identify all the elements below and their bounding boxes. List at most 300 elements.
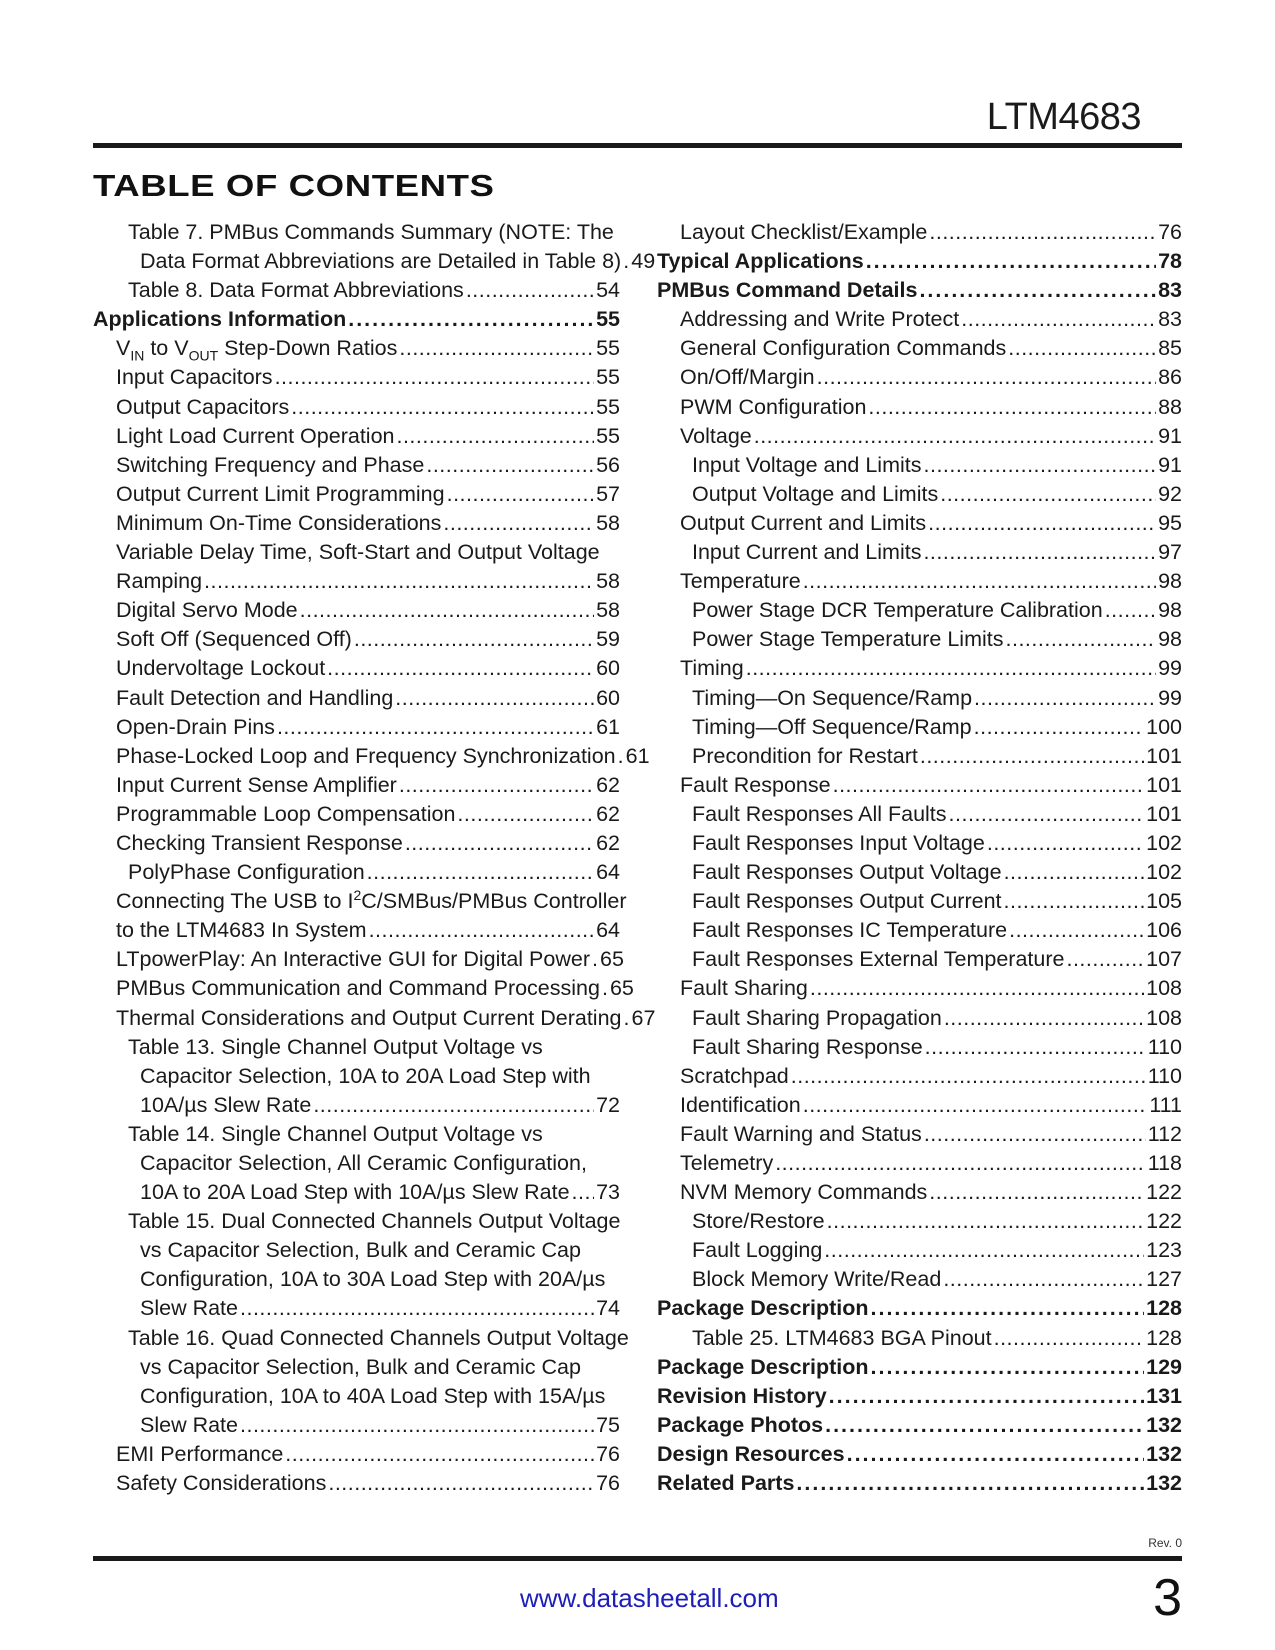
toc-entry-page: 100 <box>1146 714 1182 739</box>
toc-entry-title: Input Capacitors <box>116 365 273 390</box>
toc-entry[interactable] <box>657 596 1182 625</box>
toc-entry[interactable] <box>657 1265 1182 1294</box>
toc-entry[interactable] <box>93 1004 656 1033</box>
toc-entry-title: Output Voltage and Limits <box>692 481 939 506</box>
toc-entry-title: Slew Rate <box>140 1296 238 1321</box>
toc-leader-dots <box>974 684 1156 713</box>
toc-entry[interactable] <box>657 1149 1182 1178</box>
toc-leader-dots <box>1004 858 1145 887</box>
toc-entry-page: 85 <box>1158 336 1182 361</box>
toc-entry[interactable] <box>657 684 1182 713</box>
toc-entry-title: NVM Memory Commands <box>680 1180 928 1205</box>
toc-entry[interactable] <box>93 1062 620 1091</box>
toc-entry-title: Applications Information <box>93 307 347 332</box>
toc-entry[interactable] <box>93 1033 620 1062</box>
toc-entry[interactable] <box>657 887 1182 916</box>
toc-entry-page: 122 <box>1146 1180 1182 1205</box>
toc-leader-dots <box>277 713 594 742</box>
toc-entry-title: EMI Performance <box>116 1441 284 1466</box>
toc-entry-title: Digital Servo Mode <box>116 598 298 623</box>
toc-leader-dots <box>354 625 594 654</box>
toc-entry-title: Switching Frequency and Phase <box>116 452 425 477</box>
toc-entry-title: Fault Response <box>680 772 831 797</box>
toc-entry-title: Package Description <box>657 1354 869 1379</box>
toc-entry[interactable] <box>657 334 1182 363</box>
toc-leader-dots <box>924 451 1157 480</box>
toc-entry-title: Input Current and Limits <box>692 540 922 565</box>
toc-entry-page: 49 <box>631 249 656 274</box>
toc-entry-title: Precondition for Restart <box>692 743 918 768</box>
toc-leader-dots <box>919 276 1156 305</box>
toc-leader-dots <box>775 1149 1146 1178</box>
toc-entry[interactable] <box>93 1294 620 1323</box>
toc-leader-dots <box>457 800 594 829</box>
toc-column-right <box>657 218 1182 1498</box>
toc-entry[interactable] <box>93 625 620 654</box>
toc-entry[interactable] <box>93 829 620 858</box>
toc-entry-page: 132 <box>1146 1441 1182 1466</box>
toc-entry[interactable] <box>657 713 1182 742</box>
toc-entry-title: Undervoltage Lockout <box>116 656 326 681</box>
toc-entry-title: Voltage <box>680 423 752 448</box>
toc-entry[interactable] <box>93 1411 620 1440</box>
toc-leader-dots <box>443 509 594 538</box>
toc-entry-page: 127 <box>1146 1267 1182 1292</box>
toc-entry-title: Table 14. Single Channel Output Voltage vs <box>128 1121 543 1146</box>
toc-entry-page: 101 <box>1146 772 1182 797</box>
toc-leader-dots <box>572 1178 595 1207</box>
toc-entry-title: Data Format Abbreviations are Detailed in Table 8) <box>140 249 622 274</box>
toc-entry-title: Scratchpad <box>680 1063 789 1088</box>
toc-entry[interactable] <box>93 1440 620 1469</box>
toc-entry[interactable] <box>93 974 634 1003</box>
toc-entry-title: General Configuration Commands <box>680 336 1007 361</box>
toc-entry-page: 78 <box>1158 249 1182 274</box>
toc-entry[interactable] <box>93 596 620 625</box>
toc-entry-page: 92 <box>1158 481 1182 506</box>
toc-entry-page: 102 <box>1146 860 1182 885</box>
toc-entry[interactable] <box>657 858 1182 887</box>
toc-entry-title: Configuration, 10A to 30A Load Step with 20A/µs <box>140 1267 606 1292</box>
toc-leader-dots <box>1066 945 1144 974</box>
toc-entry-page: 99 <box>1158 685 1182 710</box>
toc-entry-title: Layout Checklist/Example <box>680 220 928 244</box>
footer-rule <box>93 1556 1182 1561</box>
toc-entry-page: 88 <box>1158 394 1182 419</box>
toc-entry-page: 98 <box>1158 627 1182 652</box>
toc-entry[interactable] <box>93 334 620 363</box>
toc-leader-dots <box>395 684 594 713</box>
toc-entry-page: 112 <box>1147 1121 1182 1146</box>
toc-entry[interactable] <box>657 1062 1182 1091</box>
toc-entry-title: 10A to 20A Load Step with 10A/µs Slew Rate <box>140 1180 570 1205</box>
toc-leader-dots <box>754 422 1156 451</box>
toc-entry[interactable] <box>657 1091 1182 1120</box>
toc-entry-page: 132 <box>1146 1412 1182 1437</box>
toc-entry-title: Output Capacitors <box>116 394 290 419</box>
toc-entry[interactable] <box>657 829 1182 858</box>
toc-entry[interactable] <box>657 742 1182 771</box>
toc-entry-title: to the LTM4683 In System <box>116 918 367 943</box>
toc-entry-title: Fault Responses External Temperature <box>692 947 1065 972</box>
toc-entry[interactable] <box>657 276 1182 305</box>
toc-leader-dots <box>275 363 595 392</box>
toc-leader-dots <box>825 1411 1144 1440</box>
toc-entry[interactable] <box>93 771 620 800</box>
toc-entry[interactable] <box>657 1236 1182 1265</box>
toc-entry[interactable] <box>657 363 1182 392</box>
toc-leader-dots <box>871 1353 1145 1382</box>
toc-leader-dots <box>829 1382 1144 1411</box>
toc-leader-dots <box>817 363 1156 392</box>
toc-entry-title: Telemetry <box>680 1151 774 1175</box>
toc-entry-title: Input Current Sense Amplifier <box>116 772 397 797</box>
toc-entry-title: Fault Sharing Response <box>692 1034 923 1059</box>
toc-leader-dots <box>949 800 1145 829</box>
toc-entry[interactable] <box>93 742 650 771</box>
toc-entry-title: Temperature <box>680 569 801 594</box>
toc-entry[interactable] <box>93 1236 620 1265</box>
toc-entry-page: 65 <box>600 947 624 972</box>
toc-entry-title: Fault Sharing <box>680 976 808 1001</box>
toc-entry[interactable] <box>657 480 1182 509</box>
toc-entry-title: Output Current and Limits <box>680 510 927 535</box>
toc-entry-title: Fault Sharing Propagation <box>692 1005 942 1030</box>
toc-entry[interactable] <box>93 945 624 974</box>
toc-entry-page: 101 <box>1146 801 1182 826</box>
toc-entry-title: Timing—Off Sequence/Ramp <box>692 714 972 739</box>
toc-entry-page: 58 <box>596 510 620 535</box>
toc-entry-title: PMBus Command Details <box>657 278 918 303</box>
toc-entry-page: 128 <box>1146 1296 1182 1321</box>
toc-entry-title: Safety Considerations <box>116 1471 327 1496</box>
toc-entry-page: 55 <box>596 307 620 332</box>
toc-leader-dots <box>803 567 1156 596</box>
toc-entry-title: Checking Transient Response <box>116 830 403 855</box>
toc-entry-page: 58 <box>596 569 620 594</box>
toc-entry[interactable] <box>657 1294 1182 1323</box>
toc-entry-title: Fault Responses Input Voltage <box>692 830 985 855</box>
toc-entry-page: 110 <box>1147 1034 1182 1059</box>
toc-entry-page: 62 <box>596 801 620 826</box>
toc-entry-title: vs Capacitor Selection, Bulk and Ceramic Cap <box>140 1354 581 1379</box>
toc-entry-title: Power Stage Temperature Limits <box>692 627 1004 652</box>
toc-entry-title: 10A/µs Slew Rate <box>140 1092 312 1117</box>
toc-entry-title: Minimum On-Time Considerations <box>116 510 442 535</box>
toc-entry[interactable] <box>657 1411 1182 1440</box>
toc-entry-title: Fault Detection and Handling <box>116 685 394 710</box>
toc-entry-title: Table 13. Single Channel Output Voltage vs <box>128 1034 543 1059</box>
toc-leader-dots <box>929 218 1156 247</box>
toc-entry[interactable] <box>657 567 1182 596</box>
toc-entry[interactable] <box>93 858 620 887</box>
toc-entry[interactable] <box>657 1033 1182 1062</box>
toc-entry-title: Variable Delay Time, Soft-Start and Output Voltage <box>116 540 600 565</box>
toc-leader-dots <box>327 654 594 683</box>
toc-entry-title: On/Off/Margin <box>680 365 815 390</box>
toc-entry-page: 123 <box>1146 1238 1182 1263</box>
toc-entry-page: 76 <box>1158 220 1182 244</box>
toc-entry-page: 118 <box>1147 1151 1182 1175</box>
toc-leader-dots <box>624 1004 630 1033</box>
toc-entry-title: Package Photos <box>657 1412 824 1437</box>
toc-entry[interactable] <box>657 218 1182 247</box>
toc-entry[interactable] <box>657 1178 1182 1207</box>
toc-entry-title: LTpowerPlay: An Interactive GUI for Digital Power <box>116 947 590 972</box>
toc-entry-title: Timing—On Sequence/Ramp <box>692 685 973 710</box>
toc-entry-title: Ramping <box>116 569 203 594</box>
toc-entry[interactable] <box>93 916 620 945</box>
toc-entry[interactable] <box>657 945 1182 974</box>
toc-entry-title: vs Capacitor Selection, Bulk and Ceramic Cap <box>140 1238 581 1263</box>
toc-entry[interactable] <box>93 684 620 713</box>
toc-entry[interactable] <box>93 305 620 334</box>
toc-leader-dots <box>618 742 624 771</box>
toc-entry-title: Store/Restore <box>692 1209 825 1234</box>
toc-entry[interactable] <box>657 1004 1182 1033</box>
toc-leader-dots <box>920 742 1144 771</box>
toc-leader-dots <box>961 305 1156 334</box>
toc-leader-dots <box>369 916 595 945</box>
toc-entry-title: Package Description <box>657 1296 869 1321</box>
toc-entry[interactable] <box>657 305 1182 334</box>
toc-leader-dots <box>426 451 594 480</box>
page-number: 3 <box>1153 1569 1182 1627</box>
toc-leader-dots <box>824 1236 1144 1265</box>
toc-leader-dots <box>929 1178 1144 1207</box>
toc-entry-title: Timing <box>680 656 744 681</box>
toc-leader-dots <box>944 1004 1144 1033</box>
toc-entry[interactable] <box>93 218 620 247</box>
toc-leader-dots <box>1006 625 1157 654</box>
toc-entry[interactable] <box>657 509 1182 538</box>
toc-entry[interactable] <box>93 1120 620 1149</box>
toc-entry[interactable] <box>93 422 620 451</box>
toc-entry-title: Table 15. Dual Connected Channels Output Voltage <box>128 1209 621 1234</box>
toc-entry[interactable] <box>93 713 620 742</box>
toc-entry[interactable] <box>93 1149 620 1178</box>
toc-leader-dots <box>833 771 1145 800</box>
toc-entry-title: Phase-Locked Loop and Frequency Synchronization <box>116 743 616 768</box>
toc-leader-dots <box>803 1091 1148 1120</box>
toc-entry-page: 91 <box>1158 452 1182 477</box>
toc-entry-page: 76 <box>596 1441 620 1466</box>
toc-entry-page: 91 <box>1158 423 1182 448</box>
toc-entry-title: Open-Drain Pins <box>116 714 275 739</box>
toc-entry-title: Input Voltage and Limits <box>692 452 922 477</box>
toc-entry-page: 101 <box>1146 743 1182 768</box>
toc-entry-page: 72 <box>596 1092 620 1117</box>
toc-entry-page: 61 <box>596 714 620 739</box>
header-rule <box>93 143 1182 148</box>
toc-entry[interactable] <box>93 451 620 480</box>
toc-entry[interactable] <box>93 276 620 305</box>
toc-leader-dots <box>1009 916 1144 945</box>
toc-leader-dots <box>204 567 594 596</box>
toc-entry-page: 73 <box>596 1180 620 1205</box>
toc-entry[interactable] <box>93 887 627 916</box>
toc-entry[interactable] <box>93 654 620 683</box>
toc-entry-title: Slew Rate <box>140 1412 238 1437</box>
toc-entry[interactable] <box>657 538 1182 567</box>
toc-leader-dots <box>602 974 608 1003</box>
toc-entry-page: 57 <box>596 481 620 506</box>
toc-entry-page: 110 <box>1147 1063 1182 1088</box>
toc-leader-dots <box>396 422 594 451</box>
toc-entry-title: Capacitor Selection, 10A to 20A Load Step with <box>140 1063 591 1088</box>
toc-entry[interactable] <box>657 1120 1182 1149</box>
toc-entry[interactable] <box>657 800 1182 829</box>
toc-entry-page: 86 <box>1158 365 1182 390</box>
toc-entry-title: Thermal Considerations and Output Current Derating <box>116 1005 622 1030</box>
toc-entry-page: 76 <box>596 1471 620 1496</box>
toc-entry-page: 75 <box>596 1412 620 1437</box>
toc-entry-title: Table 7. PMBus Commands Summary (NOTE: The <box>128 220 614 244</box>
toc-entry[interactable] <box>93 1265 620 1294</box>
toc-entry-page: 55 <box>596 423 620 448</box>
toc-entry[interactable] <box>657 451 1182 480</box>
toc-entry-page: 98 <box>1158 598 1182 623</box>
toc-entry-title: Configuration, 10A to 40A Load Step with 15A/µs <box>140 1383 606 1408</box>
toc-entry-page: 64 <box>596 918 620 943</box>
toc-leader-dots <box>399 771 594 800</box>
toc-entry-page: 132 <box>1146 1471 1182 1496</box>
toc-entry[interactable] <box>657 625 1182 654</box>
toc-entry[interactable] <box>93 1382 620 1411</box>
toc-entry[interactable] <box>657 1382 1182 1411</box>
toc-entry[interactable] <box>657 654 1182 683</box>
toc-entry[interactable] <box>657 916 1182 945</box>
toc-leader-dots <box>348 305 594 334</box>
toc-entry-title: Table 25. LTM4683 BGA Pinout <box>692 1325 992 1350</box>
toc-leader-dots <box>810 974 1144 1003</box>
toc-leader-dots <box>313 1091 594 1120</box>
toc-entry[interactable] <box>93 538 620 567</box>
toc-entry-title: Typical Applications <box>657 249 864 274</box>
toc-entry-page: 108 <box>1146 976 1182 1001</box>
toc-entry-title: Programmable Loop Compensation <box>116 801 456 826</box>
toc-leader-dots <box>1004 887 1145 916</box>
toc-entry-title: Light Load Current Operation <box>116 423 395 448</box>
toc-entry-title: Fault Responses Output Voltage <box>692 860 1002 885</box>
toc-entry[interactable] <box>657 1440 1182 1469</box>
toc-entry-title: PolyPhase Configuration <box>128 860 365 885</box>
toc-entry-page: 60 <box>596 685 620 710</box>
footer-link[interactable]: www.datasheetall.com <box>520 1583 779 1613</box>
toc-entry-title: Identification <box>680 1092 801 1117</box>
toc-entry-title: Table 8. Data Format Abbreviations <box>128 278 464 303</box>
toc-leader-dots <box>868 393 1156 422</box>
toc-entry-page: 58 <box>596 598 620 623</box>
toc-entry[interactable] <box>657 1353 1182 1382</box>
toc-entry[interactable] <box>657 771 1182 800</box>
toc-entry-title: Fault Responses Output Current <box>692 889 1002 914</box>
toc-leader-dots <box>592 945 598 974</box>
toc-entry-title: PWM Configuration <box>680 394 867 419</box>
toc-entry-title: Revision History <box>657 1383 827 1408</box>
toc-entry-title: Addressing and Write Protect <box>680 307 960 332</box>
toc-entry[interactable] <box>657 1207 1182 1236</box>
toc-entry[interactable] <box>657 393 1182 422</box>
toc-leader-dots <box>923 538 1156 567</box>
toc-entry-page: 74 <box>596 1296 620 1321</box>
toc-entry-page: 95 <box>1158 510 1182 535</box>
toc-entry-page: 55 <box>596 365 620 390</box>
toc-entry-page: 55 <box>596 394 620 419</box>
toc-entry[interactable] <box>657 1324 1182 1353</box>
toc-entry-page: 62 <box>596 772 620 797</box>
toc-leader-dots <box>746 654 1156 683</box>
toc-leader-dots <box>827 1207 1144 1236</box>
toc-leader-dots <box>924 1120 1146 1149</box>
toc-entry[interactable] <box>93 1207 620 1236</box>
toc-entry-title: Table 16. Quad Connected Channels Output Voltage <box>128 1325 629 1350</box>
toc-entry-title: Design Resources <box>657 1441 845 1466</box>
toc-entry-title: Block Memory Write/Read <box>692 1267 942 1292</box>
toc-leader-dots <box>928 509 1156 538</box>
toc-leader-dots <box>943 1265 1144 1294</box>
toc-entry[interactable] <box>657 422 1182 451</box>
toc-entry-page: 129 <box>1146 1354 1182 1379</box>
toc-entry-page: 111 <box>1149 1092 1182 1117</box>
toc-entry[interactable] <box>657 974 1182 1003</box>
toc-leader-dots <box>447 480 594 509</box>
toc-entry-page: 60 <box>596 656 620 681</box>
toc-entry[interactable] <box>93 1353 620 1382</box>
toc-leader-dots <box>871 1294 1145 1323</box>
toc-entry[interactable] <box>93 247 656 276</box>
toc-entry-page: 59 <box>596 627 620 652</box>
toc-entry-page: 108 <box>1146 1005 1182 1030</box>
toc-entry-page: 102 <box>1146 830 1182 855</box>
toc-entry-title: Fault Warning and Status <box>680 1121 922 1146</box>
toc-entry-page: 54 <box>596 278 620 303</box>
toc-entry-title: Fault Responses IC Temperature <box>692 918 1008 943</box>
toc-entry[interactable] <box>657 247 1182 276</box>
toc-leader-dots <box>791 1062 1146 1091</box>
toc-entry-page: 99 <box>1158 656 1182 681</box>
toc-leader-dots <box>994 1324 1145 1353</box>
toc-entry[interactable] <box>93 1091 620 1120</box>
toc-entry-title: Power Stage DCR Temperature Calibration <box>692 598 1103 623</box>
toc-leader-dots <box>940 480 1156 509</box>
toc-entry[interactable] <box>93 393 620 422</box>
toc-entry[interactable] <box>93 567 620 596</box>
toc-entry-page: 55 <box>596 336 620 361</box>
toc-entry[interactable] <box>93 1324 629 1353</box>
toc-entry-title: Soft Off (Sequenced Off) <box>116 627 352 652</box>
toc-entry[interactable] <box>93 363 620 392</box>
toc-entry-page: 131 <box>1146 1383 1182 1408</box>
toc-leader-dots <box>466 276 594 305</box>
toc-leader-dots <box>399 334 594 363</box>
toc-entry-page: 64 <box>596 860 620 885</box>
toc-entry[interactable] <box>657 1469 1182 1498</box>
toc-leader-dots <box>367 858 594 887</box>
toc-entry[interactable] <box>93 1178 620 1207</box>
toc-leader-dots <box>1008 334 1156 363</box>
toc-entry[interactable] <box>93 800 620 829</box>
toc-leader-dots <box>1105 596 1156 625</box>
toc-entry-page: 83 <box>1158 278 1182 303</box>
toc-entry-page: 122 <box>1146 1209 1182 1234</box>
toc-entry[interactable] <box>93 480 620 509</box>
toc-entry[interactable] <box>93 1469 620 1498</box>
toc-entry[interactable] <box>93 509 620 538</box>
toc-entry-title: Fault Logging <box>692 1238 823 1263</box>
toc-entry-title: Capacitor Selection, All Ceramic Configuration, <box>140 1151 587 1175</box>
toc-leader-dots <box>925 1033 1146 1062</box>
